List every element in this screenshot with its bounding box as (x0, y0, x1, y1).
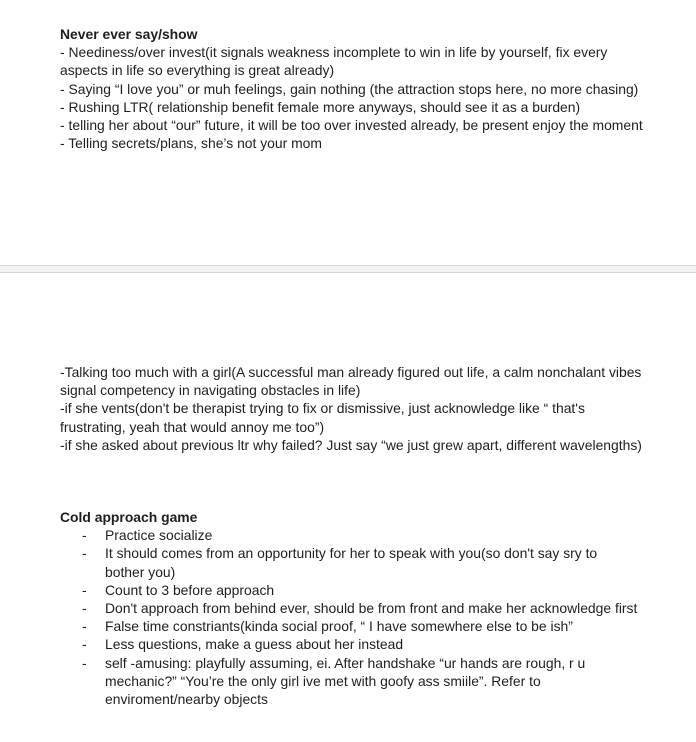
text-line: - Neediness/over invest(it signals weakness incomplete to win in life by yourself, fix every (60, 44, 608, 61)
section-never-ever (60, 25, 650, 152)
bullet-marker: - (82, 527, 87, 544)
list-item-text: Count to 3 before approach (105, 581, 275, 598)
list-item (60, 654, 640, 709)
bullet-marker: - (82, 636, 87, 653)
text-line: - Saying “I love you” or muh feelings, gain nothing (the attraction stops here, no more chasing) (60, 80, 639, 97)
section-heading: Cold approach game (60, 509, 198, 525)
bullet-marker: - (82, 618, 87, 635)
list-item (60, 617, 640, 635)
bullet-marker: - (82, 581, 87, 598)
bullet-marker: - (82, 654, 87, 671)
list-item-text: It should comes from an opportunity for her to speak with you(so don't say sry to bother you) (105, 545, 598, 580)
text-line: signal competency in navigating obstacles in life) (60, 382, 361, 399)
list-item-text: Less questions, make a guess about her instead (105, 636, 404, 653)
bullet-marker: - (82, 545, 87, 562)
section-cold-approach (60, 508, 650, 708)
list-item (60, 544, 640, 580)
text-line: frustrating, yeah that would annoy me too”) (60, 418, 325, 435)
list-item-text: Practice socialize (105, 527, 213, 544)
section-talking (60, 363, 650, 454)
bullet-list (60, 526, 650, 708)
page-break (0, 265, 696, 273)
text-line: - telling her about “our” future, it will be too over invested already, be present enjoy the moment (60, 117, 643, 134)
list-item-text: self -amusing: playfully assuming, ei. After handshake “ur hands are rough, r u mechanic?” “You’re the only girl ive met with goofy ass smiile”. Refer to enviroment/nearby objects (105, 654, 586, 708)
list-item (60, 635, 640, 653)
text-line: aspects in life so everything is great already) (60, 62, 335, 79)
list-item (60, 526, 640, 544)
list-item-text: False time constriants(kinda social proof, “ I have somewhere else to be ish” (105, 618, 573, 635)
text-line: -if she vents(don't be therapist trying to fix or dismissive, just acknowledge like “ that's (60, 400, 585, 417)
list-item-text: Don't approach from behind ever, should be from front and make her acknowledge first (105, 600, 638, 617)
text-line: -Talking too much with a girl(A successful man already figured out life, a calm nonchalant vibes (60, 364, 642, 380)
text-line: - Rushing LTR( relationship benefit female more anyways, should see it as a burden) (60, 98, 581, 115)
list-item (60, 581, 640, 599)
text-line: - Telling secrets/plans, she’s not your mom (60, 135, 322, 152)
bullet-marker: - (82, 600, 87, 617)
document-page-2 (0, 273, 696, 742)
section-heading: Never ever say/show (60, 26, 198, 42)
text-line: -if she asked about previous ltr why failed? Just say “we just grew apart, different wavelengths) (60, 436, 642, 453)
document-page-1 (0, 0, 696, 265)
list-item (60, 599, 640, 617)
